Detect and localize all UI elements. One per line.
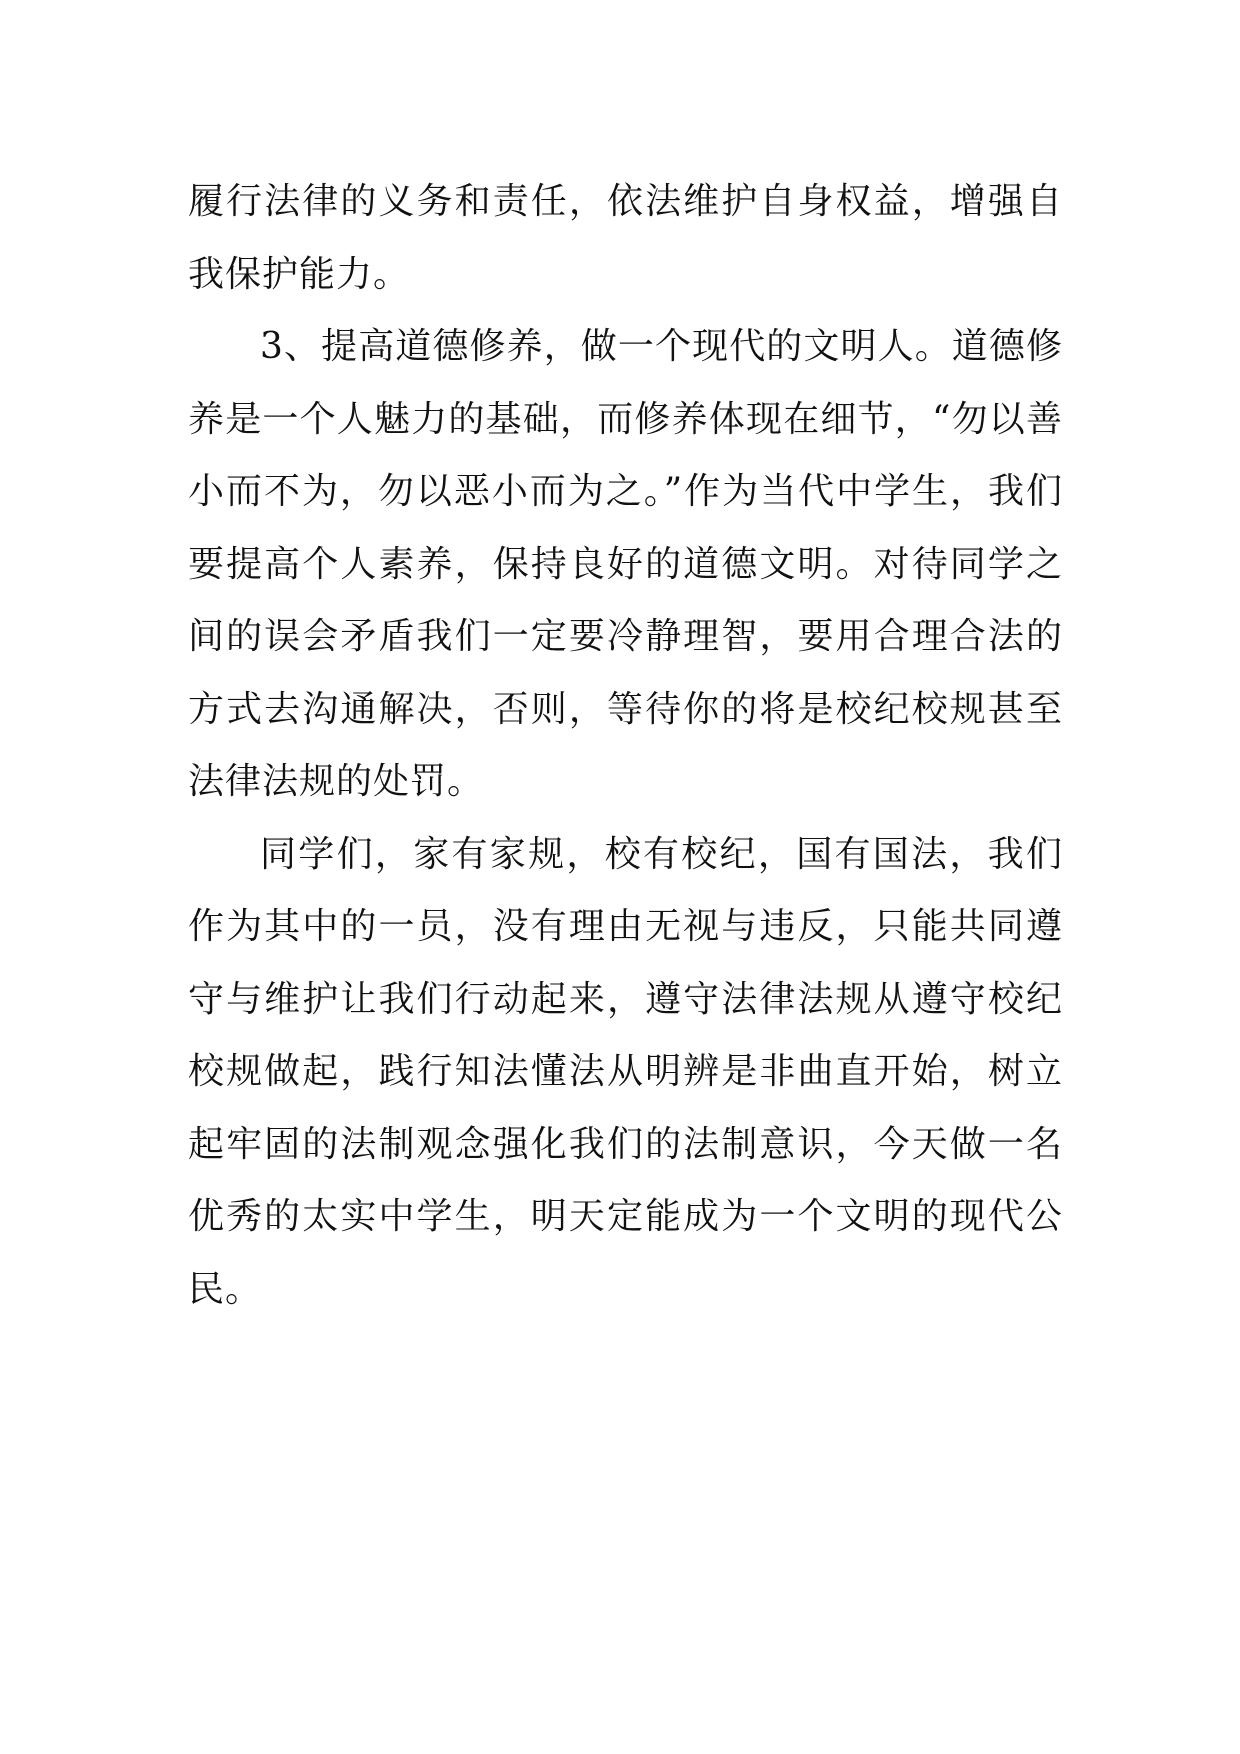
document-body — [188, 166, 1063, 1326]
paragraph-moral-cultivation: 3、提高道德修养，做一个现代的文明人。道德修养是一个人魅力的基础，而修养体现在细节，“勿以善小而不为，勿以恶小而为之。”作为当代中学生，我们要提高个人素养，保持良好的道德文明。对待同学之间的误会矛盾我们一定要冷静理智，要用合理合法的方式去沟通解决，否则，等待你的将是校纪校规甚至法律法规的处罚。 — [188, 326, 1063, 802]
paragraph-continuation: 履行法律的义务和责任，依法维护自身权益，增强自我保护能力。 — [188, 181, 1063, 295]
paragraph-conclusion: 同学们，家有家规，校有校纪，国有国法，我们作为其中的一员，没有理由无视与违反，只能共同遵守与维护让我们行动起来，遵守法律法规从遵守校纪校规做起，践行知法懂法从明辨是非曲直开始，树立起牢固的法制观念强化我们的法制意识，今天做一名优秀的太实中学生，明天定能成为一个文明的现代公民。 — [188, 833, 1063, 1310]
